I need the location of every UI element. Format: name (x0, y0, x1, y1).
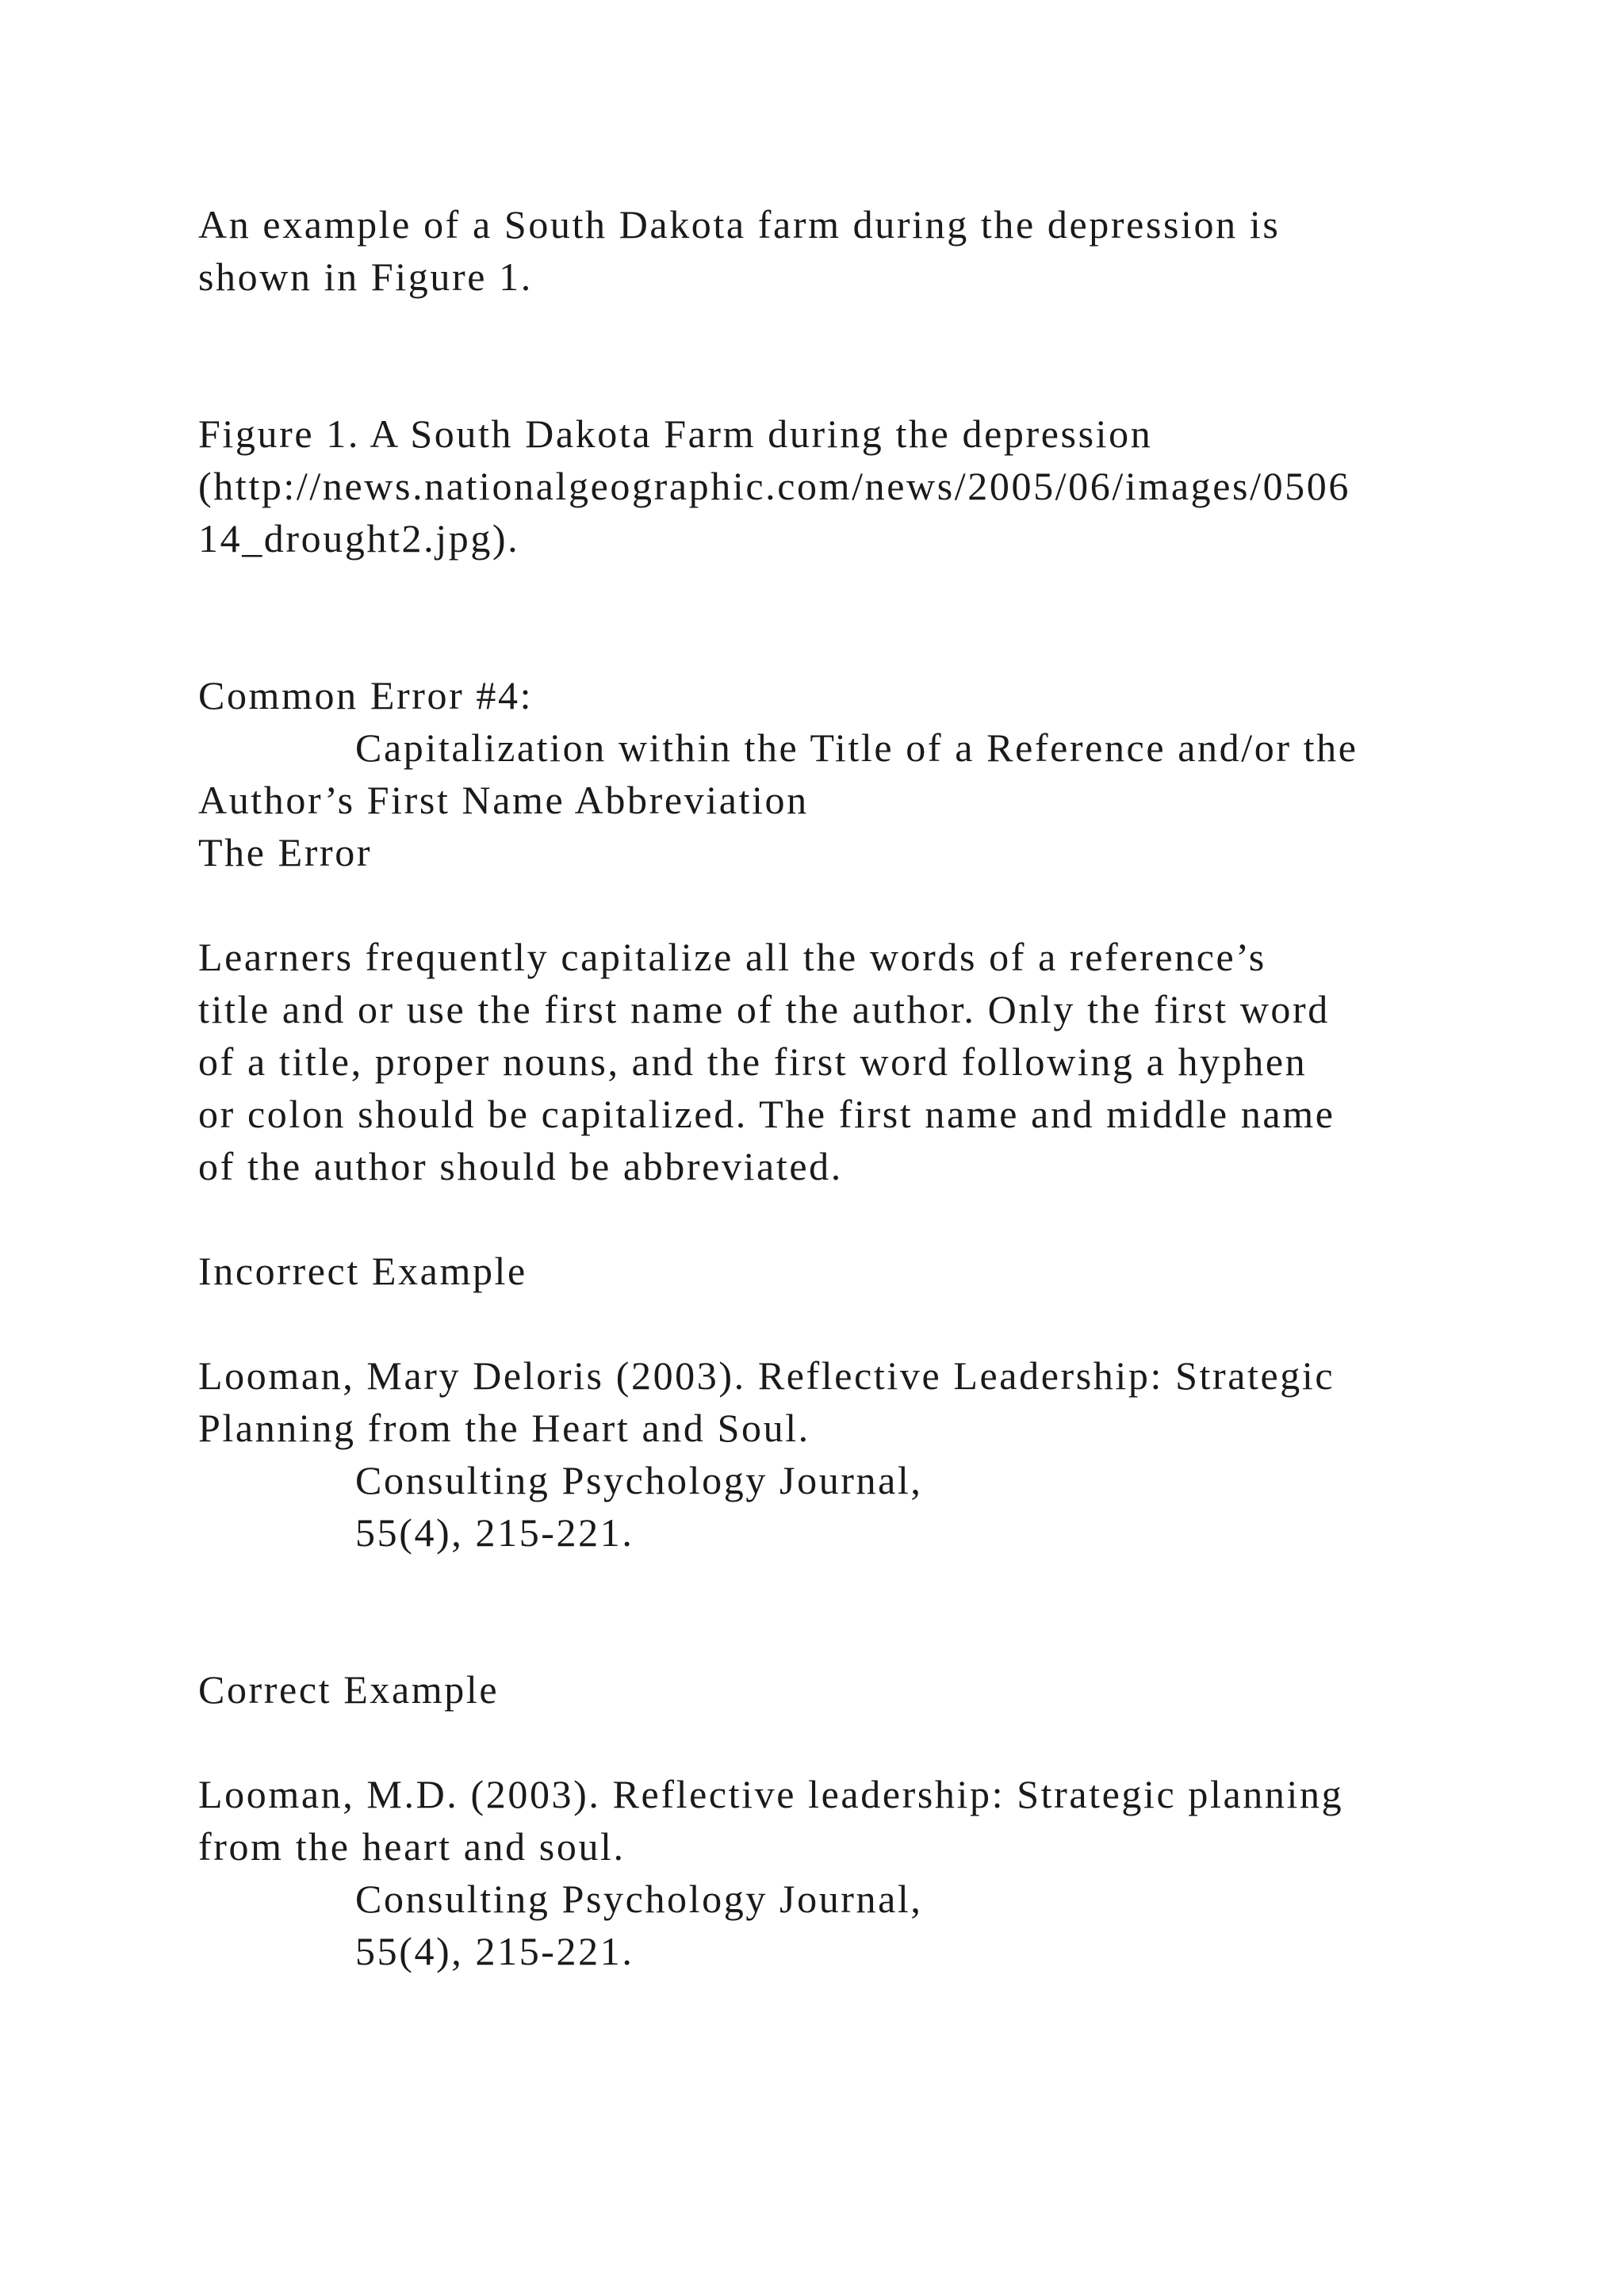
incorrect-example-line-1: Looman, Mary Deloris (2003). Reflective Leadership: Strategic (198, 1353, 1335, 1398)
error-title-line-1: Capitalization within the Title of a Reference and/or the (355, 725, 1358, 770)
intro-line-1: An example of a South Dakota farm during the depression is (198, 202, 1281, 247)
correct-example-journal: Consulting Psychology Journal, (355, 1877, 923, 1921)
correct-example-line-1: Looman, M.D. (2003). Reflective leadership: Strategic planning (198, 1772, 1344, 1816)
explanation-line-1: Learners frequently capitalize all the words of a reference’s (198, 935, 1266, 979)
explanation-line-3: of a title, proper nouns, and the first word following a hyphen (198, 1039, 1308, 1084)
incorrect-example-volume: 55(4), 215-221. (355, 1510, 634, 1555)
explanation-line-4: or colon should be capitalized. The first name and middle name (198, 1092, 1335, 1136)
correct-example-volume: 55(4), 215-221. (355, 1929, 634, 1973)
incorrect-example-heading: Incorrect Example (198, 1249, 527, 1293)
explanation-line-5: of the author should be abbreviated. (198, 1144, 843, 1188)
incorrect-example-journal: Consulting Psychology Journal, (355, 1458, 923, 1502)
correct-example-heading: Correct Example (198, 1667, 500, 1712)
error-title-line-2: Author’s First Name Abbreviation (198, 778, 809, 822)
error-subheading: The Error (198, 830, 373, 874)
incorrect-example-line-2: Planning from the Heart and Soul. (198, 1406, 810, 1450)
explanation-line-2: title and or use the first name of the author. Only the first word (198, 987, 1330, 1031)
figure-caption-line-3: 14_drought2.jpg). (198, 516, 520, 561)
correct-example-line-2: from the heart and soul. (198, 1824, 626, 1869)
figure-caption-line-2: (http://news.nationalgeographic.com/news/2005/06/images/0506 (198, 464, 1350, 508)
error-label: Common Error #4: (198, 673, 534, 718)
intro-line-2: shown in Figure 1. (198, 254, 533, 299)
figure-caption-line-1: Figure 1. A South Dakota Farm during the depression (198, 411, 1153, 456)
